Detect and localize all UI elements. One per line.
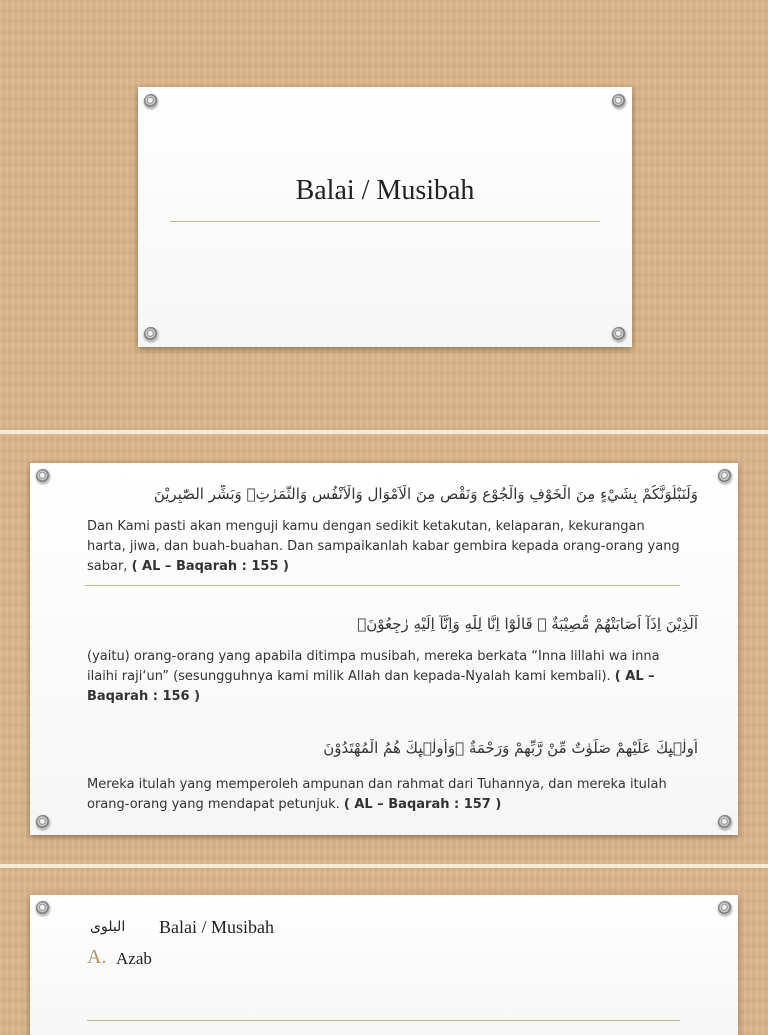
arabic-term: البلوى [90,919,126,935]
verse-156-arabic: اَلَّذِيْنَ اِذَآ اَصَابَتْهُمْ مُّصِيْبَةٌ ۗ قَالُوْٓا اِنَّا لِلّٰهِ وَاِنَّآ اِلَيْهِ رٰجِعُوْنَۗ [357,615,698,633]
verse-156-translation [87,647,687,707]
verse-156-reference: ( AL – Baqarah : 156 ) [87,669,655,704]
pin-icon [36,901,50,915]
list-marker: A. [87,946,107,968]
pin-icon [612,327,626,341]
pin-icon [718,901,732,915]
slide-2-card [30,463,738,835]
pin-icon [36,469,50,483]
pin-icon [718,469,732,483]
verse-155-reference: ( AL – Baqarah : 155 ) [131,559,289,574]
list-item: Azab [116,949,152,968]
pin-icon [144,327,158,341]
section-divider [87,1020,680,1021]
slide-3-card [30,895,738,1035]
slide-1-card [138,87,632,347]
section-divider [85,585,680,586]
verse-155-text: Dan Kami pasti akan menguji kamu dengan sedikit ketakutan, kelaparan, kekurangan harta, jiwa, dan buah-buahan. Dan sampaikanlah kabar gembira kepada orang-orang yang sabar, [87,519,680,574]
pin-icon [612,94,626,108]
pin-icon [718,815,732,829]
title-divider [170,221,600,222]
pin-icon [36,815,50,829]
verse-157-arabic: اُولٰۤىِٕكَ عَلَيْهِمْ صَلَوٰتٌ مِّنْ رَّبِّهِمْ وَرَحْمَةٌ ۗوَاُولٰۤىِٕكَ هُمُ الْمُهْتَدُوْنَ [323,739,698,757]
slide-title: Balai / Musibah [159,917,274,937]
pin-icon [144,94,158,108]
verse-157-text: Mereka itulah yang memperoleh ampunan dan rahmat dari Tuhannya, dan mereka itulah orang-orang yang mendapat petunjuk. [87,777,667,812]
verse-155-translation [87,517,687,577]
verse-156-text: (yaitu) orang-orang yang apabila ditimpa musibah, mereka berkata “Inna lillahi wa inna ilaihi raji‘un” (sesungguhnya kami milik Allah dan kepada-Nyalah kami kembali). [87,649,660,684]
verse-155-arabic: وَلَنَبْلُوَنَّكُمْ بِشَيْءٍ مِنَ الْخَوْفِ وَالْجُوْعِ وَنَقْصٍ مِنَ الْاَمْوَالِ وَالْاَنْفُسِ وَالثَّمَرٰتِۗ وَبَشِّرِ الصّٰبِرِيْنَ [153,485,698,503]
verse-157-reference: ( AL – Baqarah : 157 ) [343,797,502,812]
verse-157-translation [87,775,687,815]
slide-title: Balai / Musibah [295,175,475,206]
